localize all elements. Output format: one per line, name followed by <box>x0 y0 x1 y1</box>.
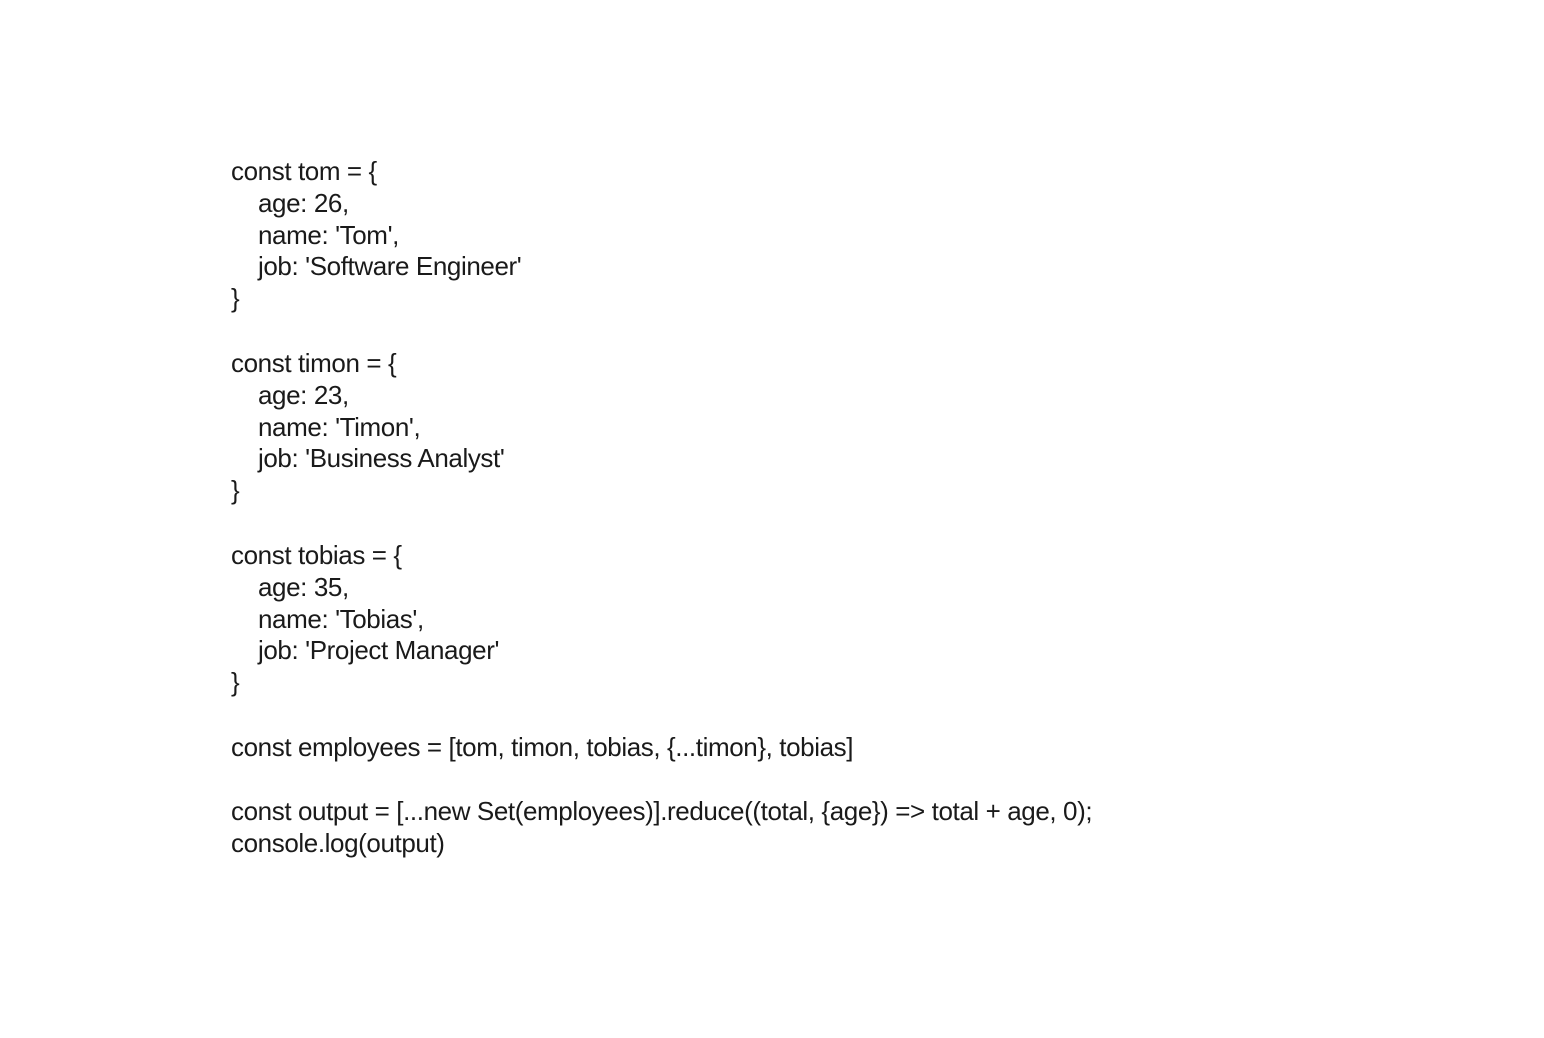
tom-declaration-line: const tom = { <box>231 156 377 186</box>
tobias-name-line: name: 'Tobias', <box>258 603 424 634</box>
tobias-job-line: job: 'Project Manager' <box>258 635 500 666</box>
timon-job-line: job: 'Business Analyst' <box>258 443 505 474</box>
tom-job-line: job: 'Software Engineer' <box>258 251 522 282</box>
blank-line <box>231 764 1092 796</box>
timon-name-line: name: 'Timon', <box>258 411 421 442</box>
tobias-closing-brace: } <box>231 667 240 698</box>
tom-object-block <box>231 156 1092 315</box>
code-snippet <box>231 156 1092 859</box>
employees-declaration-line: const employees = [tom, timon, tobias, {...timon}, tobias] <box>231 731 854 762</box>
timon-object-block <box>231 348 1092 507</box>
tobias-object-block <box>231 540 1092 699</box>
output-declaration-line: const output = [...new Set(employees)].reduce((total, {age}) => total + age, 0); <box>231 795 1093 826</box>
blank-line <box>231 315 1092 348</box>
tom-closing-brace: } <box>231 283 240 314</box>
tom-name-line: name: 'Tom', <box>258 219 399 250</box>
timon-declaration-line: const timon = { <box>231 347 397 378</box>
timon-closing-brace: } <box>231 475 240 506</box>
tobias-declaration-line: const tobias = { <box>231 539 402 570</box>
timon-age-line: age: 23, <box>258 379 349 410</box>
tobias-age-line: age: 35, <box>258 571 349 602</box>
console-log-line: console.log(output) <box>231 827 445 858</box>
tom-age-line: age: 26, <box>258 187 349 218</box>
blank-line <box>231 699 1092 732</box>
blank-line <box>231 507 1092 540</box>
